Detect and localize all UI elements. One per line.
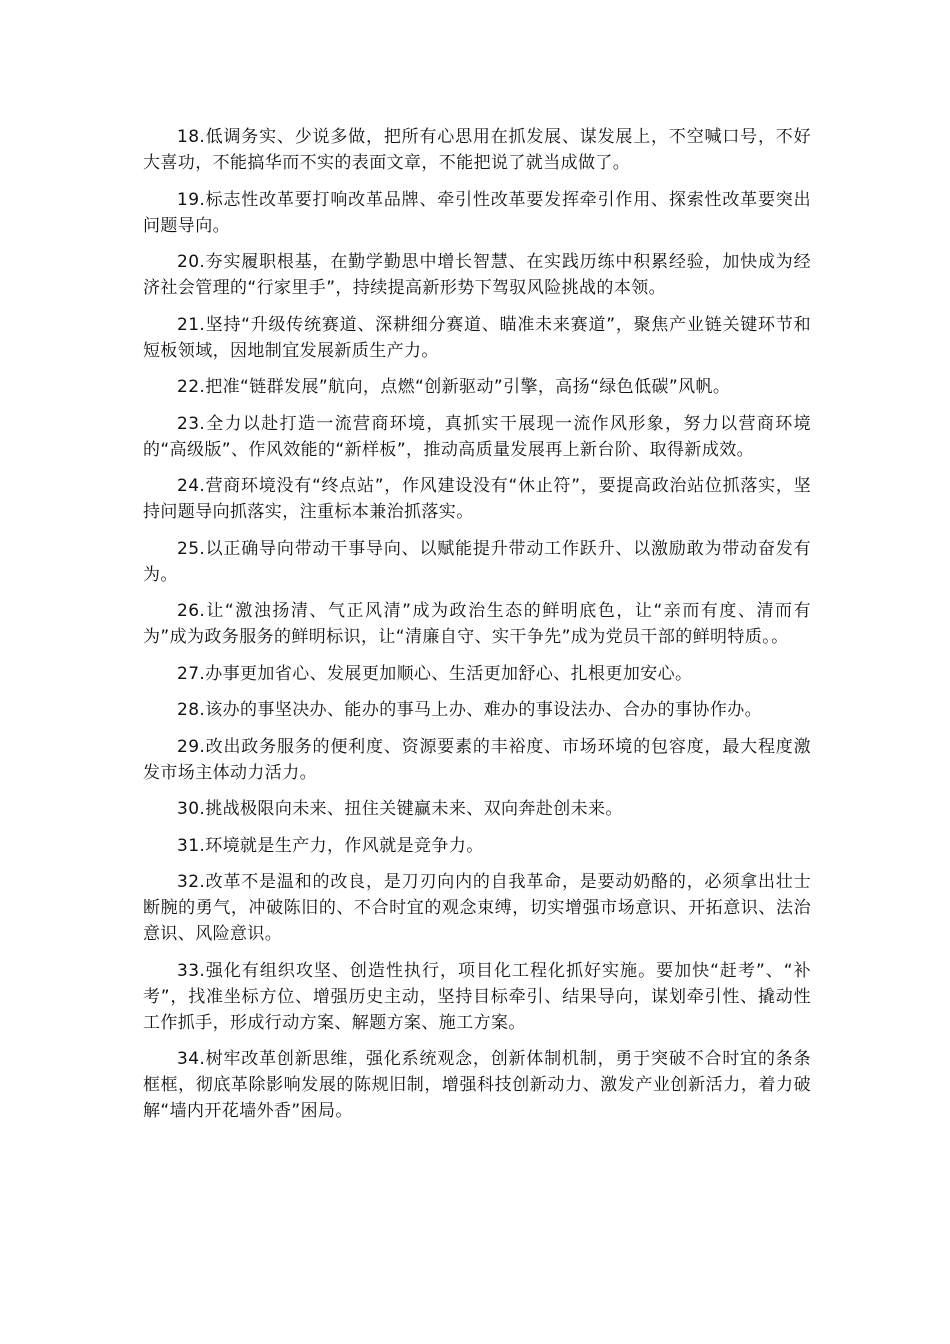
paragraph-33: 33.强化有组织攻坚、创造性执行，项目化工程化抓好实施。要加快“赶考”、“补考”，找准坐标方位、增强历史主动，坚持目标牵引、结果导向，谋划牵引性、撬动性工作抓手，形成行动方案、解题方案、施工方案。 xyxy=(143,960,811,1033)
paragraph-21: 21.坚持“升级传统赛道、深耕细分赛道、瞄准未来赛道”，聚焦产业链关键环节和短板领域，因地制宜发展新质生产力。 xyxy=(143,314,811,361)
paragraph-29: 29.改出政务服务的便利度、资源要素的丰裕度、市场环境的包容度，最大程度激发市场主体动力活力。 xyxy=(143,736,811,783)
paragraph-22: 22.把准“链群发展”航向，点燃“创新驱动”引擎，高扬“绿色低碳”风帆。 xyxy=(177,377,731,397)
paragraph-24: 24.营商环境没有“终点站”，作风建设没有“休止符”，要提高政治站位抓落实，坚持问题导向抓落实，注重标本兼治抓落实。 xyxy=(143,476,811,522)
paragraph-31: 31.环境就是生产力，作风就是竞争力。 xyxy=(177,835,484,856)
paragraph-30: 30.挑战极限向未来、扭住关键赢未来、双向奔赴创未来。 xyxy=(177,799,623,819)
paragraph-20: 20.夯实履职根基，在勤学勤思中增长智慧、在实践历练中积累经验，加快成为经济社会管理的“行家里手”，持续提高新形势下驾驭风险挑战的本领。 xyxy=(143,252,811,298)
paragraph-34: 34.树牢改革创新思维，强化系统观念，创新体制机制，勇于突破不合时宜的条条框框，彻底革除影响发展的陈规旧制，增强科技创新动力、激发产业创新活力，着力破解“墙内开花墙外香”困局。 xyxy=(143,1049,811,1121)
paragraph-18: 18.低调务实、少说多做，把所有心思用在抓发展、谋发展上，不空喊口号，不好大喜功，不能搞华而不实的表面文章，不能把说了就当成做了。 xyxy=(143,127,811,173)
paragraph-25: 25.以正确导向带动干事导向、以赋能提升带动工作跃升、以激励敢为带动奋发有为。 xyxy=(143,538,811,585)
paragraph-19: 19.标志性改革要打响改革品牌、牵引性改革要发挥牵引作用、探索性改革要突出问题导向。 xyxy=(143,189,811,236)
paragraph-28: 28.该办的事坚决办、能办的事马上办、难办的事设法办、合办的事协作办。 xyxy=(177,700,763,720)
paragraph-26: 26.让“激浊扬清、气正风清”成为政治生态的鲜明底色，让“亲而有度、清而有为”成为政务服务的鲜明标识，让“清廉自守、实干争先”成为党员干部的鲜明特质。。 xyxy=(143,601,811,647)
paragraph-32: 32.改革不是温和的改良，是刀刃向内的自我革命，是要动奶酪的，必须拿出壮士断腕的勇气，冲破陈旧的、不合时宜的观念束缚，切实增强市场意识、开拓意识、法治意识、风险意识。 xyxy=(143,872,811,944)
paragraph-23: 23.全力以赴打造一流营商环境，真抓实干展现一流作风形象，努力以营商环境的“高级版”、作风效能的“新样板”，推动高质量发展再上新台阶、取得新成效。 xyxy=(143,413,811,460)
document-body xyxy=(143,124,811,1135)
paragraph-27: 27.办事更加省心、发展更加顺心、生活更加舒心、扎根更加安心。 xyxy=(177,663,693,684)
